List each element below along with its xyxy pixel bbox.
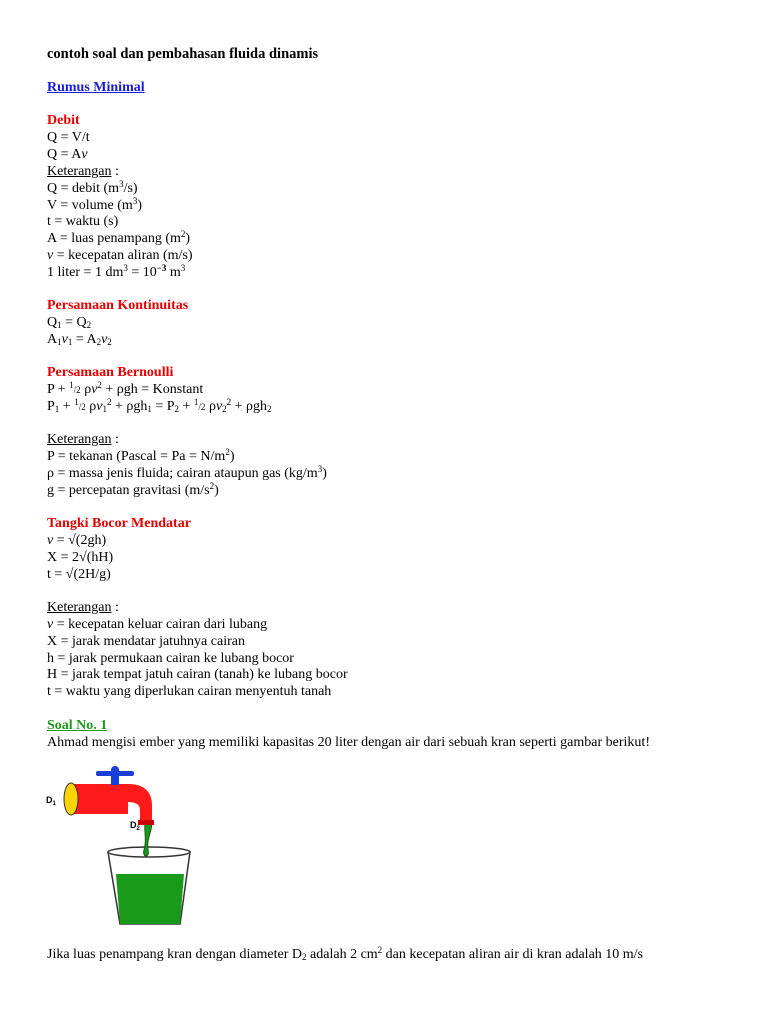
faucet-bucket-figure [44,762,204,932]
soal-1-question: Ahmad mengisi ember yang memiliki kapasitas 20 liter dengan air dari sebuah kran seperti gambar berikut! [47,735,650,750]
debit-def-q: Q = debit $(m^3/s)$ [47,179,138,196]
tangki-def-x: X = jarak mendatar jatuhnya cairan [47,634,245,649]
debit-def-t: t = waktu (s) [47,214,119,229]
label-d1: $D_1$ [46,795,56,807]
kontinuitas-heading: Persamaan Kontinuitas [47,298,189,313]
tap-spout [128,784,152,822]
bernoulli-eq-2: $P_1 + ^1/2$ $\rho v_1^2 + \rho gh_1 = P_2 + ^1/2$ $\rho v_2^2 + \rho gh_2$ [47,397,272,414]
tangki-def-v: v = kecepatan keluar cairan dari lubang [47,617,268,632]
debit-liter-conversion: 1 liter = 1 $dm^3 = 10^{-3}$ $m^3$ [47,263,186,280]
bernoulli-def-rho: ρ = massa jenis fluida; cairan ataupun gas $(kg/m^3)$ [47,464,327,481]
bernoulli-def-g: g = percepatan gravitasi $(m/s^2)$ [47,481,219,498]
tap-nozzle [138,820,154,825]
kontinuitas-eq-2: $A_1v_1 = A_2v_2$ [47,332,112,347]
tangki-def-t: t = waktu yang diperlukan cairan menyentuh tanah [47,684,332,699]
handle-knob [111,766,119,774]
bernoulli-heading: Persamaan Bernoulli [47,365,174,380]
soal-1-continuation: Jika luas penampang kran dengan diameter $D_2$ adalah 2 $cm^2$ dan kecepatan aliran air di kran adalah 10 m/s [47,945,644,962]
bernoulli-def-p: P = tekanan (Pascal = $Pa = N/m^2$) [47,447,235,464]
soal-1-heading[interactable]: Soal No. 1 [47,718,108,733]
debit-keterangan-label: Keterangan : [47,164,119,179]
tangki-eq-2: X = 2√(hH) [47,550,114,565]
debit-def-v: V = volume $(m^3)$ [47,196,142,213]
bernoulli-keterangan-label: Keterangan : [47,432,119,447]
tangki-def-H: H = jarak tempat jatuh cairan (tanah) ke lubang bocor [47,667,348,682]
bucket-rim [108,847,190,857]
tangki-keterangan-label: Keterangan : [47,600,119,615]
tangki-eq-1: v = √(2gh) [47,533,107,548]
debit-def-a: A = luas penampang $(m^2)$ [47,229,191,246]
kontinuitas-eq-1: $Q_1 = Q_2$ [47,315,92,330]
tangki-heading: Tangki Bocor Mendatar [47,516,191,531]
tangki-eq-3: t = √(2H/g) [47,567,111,582]
debit-def-velocity: v = kecepatan aliran (m/s) [47,248,193,263]
pipe-opening [64,783,78,815]
debit-heading: Debit [47,113,80,128]
tangki-def-h: h = jarak permukaan cairan ke lubang bocor [47,651,294,666]
handle-stem [111,775,119,785]
debit-formula-1: Q = V/t [47,130,90,145]
page-title: contoh soal dan pembahasan fluida dinamis [47,46,319,62]
bernoulli-eq-1: P + $^1$/2 $\rho v^2 + \rho gh$ = Konstant [47,380,204,397]
bucket-water [116,874,184,924]
debit-formula-2: Q = Av [47,147,88,162]
rumus-heading[interactable]: Rumus Minimal [47,80,145,95]
label-d2: $D_2$ [130,820,140,832]
tap-pipe [72,784,128,814]
